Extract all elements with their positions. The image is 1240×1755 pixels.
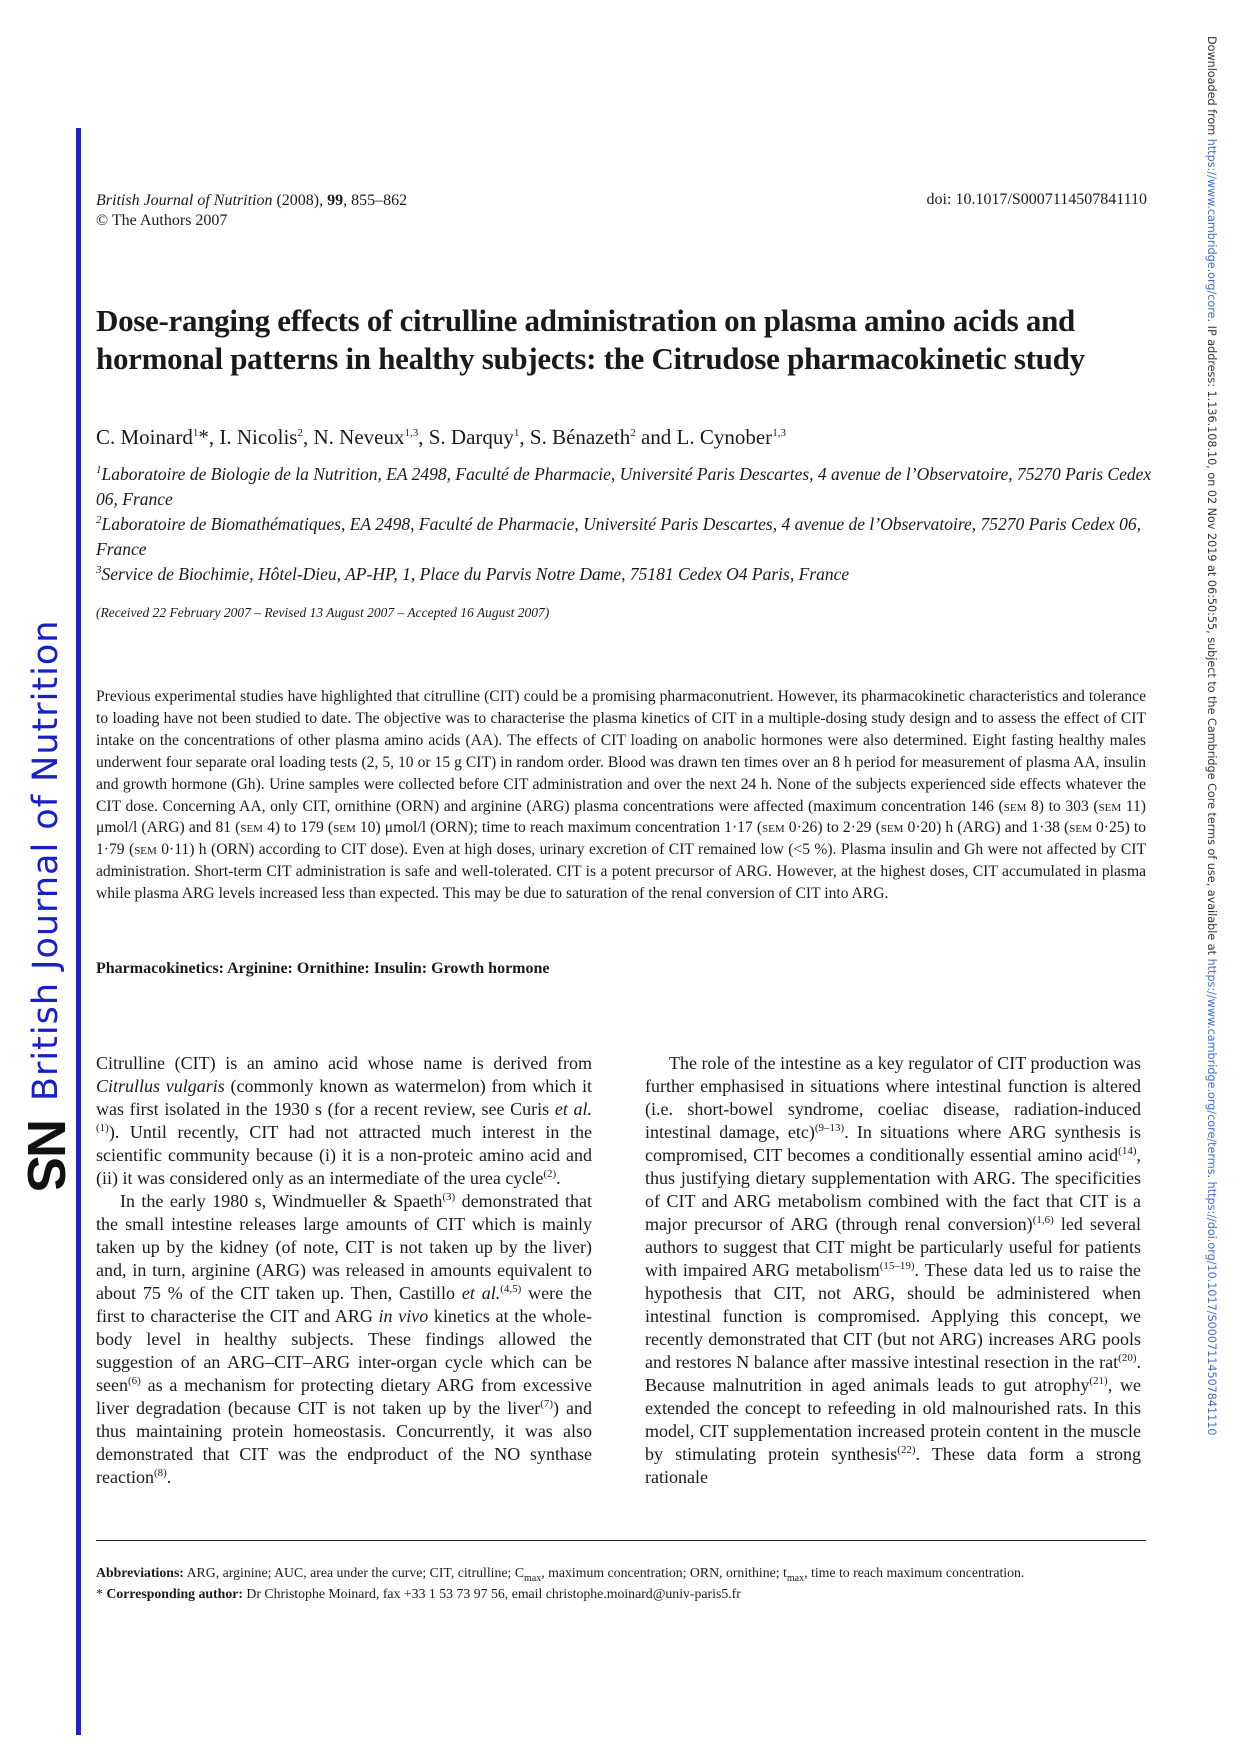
journal-title: British Journal of Nutrition — [96, 192, 273, 209]
doi: doi: 10.1017/S0007114507841110 — [926, 191, 1147, 208]
author-list: C. Moinard$^1$*, I. Nicolis$^2$, N. Neveux$^{1,3}$, S. Darquy$^1$, S. Bénazeth$^2$ and L. Cynober$^{1,3}$ — [96, 425, 786, 449]
volume: 99 — [327, 192, 344, 209]
paragraph: The role of the intestine as a key regulator of CIT production was further emphasised in situations where intestinal function is altered (i.e. short-bowel syndrome, coeliac disease, radiation-induced intestinal damage, etc)$^{(9-13)}$. In situations where ARG synthesis is compromised, CIT becomes a conditionally essential amino acid$^{(14)}$, thus justifying dietary supplementation with ARG. The specificities of CIT and ARG metabolism combined with the fact that CIT is a major precursor of ARG (through renal conversion)$^{(1,6)}$ led several authors to suggest that CIT might be particularly useful for patients with impaired ARG metabolism$^{(15-19)}$. These data led us to raise the hypothesis that CIT, not ARG, should be administered when intestinal function is compromised. Applying this concept, we recently demonstrated that CIT (but not ARG) increases ARG pools and restores N balance after massive intestinal resection in the rat$^{(20)}$. Because malnutrition in aged animals leads to gut atrophy$^{(21)}$, we extended the concept to refeeding in old malnourished rats. In this model, CIT supplementation increased protein content in the muscle by stimulating protein synthesis$^{(22)}$. These data form a strong rationale — [645, 1053, 1141, 1487]
footnotes — [96, 1563, 1146, 1605]
citation-ref[interactable]: (22) — [897, 1444, 916, 1456]
corresponding-author-footnote: * Corresponding author: Dr Christophe Moinard, fax +33 1 53 73 97 56, email christophe.moinard@univ-paris5.fr — [96, 1586, 741, 1601]
download-notice: Downloaded from https://www.cambridge.org/core. IP address: 1.136.108.10, on 02 Nov 2019 at 06:50:55, subject to the Cambridge Core terms of use, available at https://www.cambridge.org/core/terms. https://doi.org/10.1017/S0007114507841110 — [1205, 36, 1218, 1436]
citation-ref[interactable]: (6) — [127, 1375, 141, 1387]
article-title: Dose-ranging effects of citrulline administration on plasma amino acids and hormonal patterns in healthy subjects: the Citrudose pharmacokinetic study — [96, 303, 1085, 376]
citation-ref[interactable]: (3) — [442, 1191, 456, 1203]
citation-ref[interactable]: (8) — [153, 1467, 167, 1479]
citation-ref[interactable]: (1,6) — [1032, 1214, 1054, 1226]
keywords: Pharmacokinetics: Arginine: Ornithine: Insulin: Growth hormone — [96, 960, 550, 977]
citation-ref[interactable]: (14) — [1118, 1145, 1137, 1157]
citation-ref[interactable]: (15–19) — [879, 1260, 915, 1272]
citation-ref[interactable]: (2) — [543, 1168, 557, 1180]
journal-side-brand — [16, 619, 76, 1190]
paragraph: In the early 1980 s, Windmueller & Spaeth$^{(3)}$ demonstrated that the small intestine releases large amounts of CIT which is mainly taken up by the kidney (of note, CIT is not taken up by the liver) and, in turn, arginine (ARG) was released in amounts equivalent to about 75 % of the CIT taken up. Then, Castillo et al.$^{(4,5)}$ were the first to characterise the CIT and ARG in vivo kinetics at the whole-body level in healthy subjects. These findings allowed the suggestion of an ARG–CIT–ARG inter-organ cycle which can be seen$^{(6)}$ as a mechanism for protecting dietary ARG from excessive liver degradation (because CIT is not taken up by the liver$^{(7)}$) and thus maintaining protein homeostasis. Concurrently, it was also demonstrated that CIT was the endproduct of the NO synthase reaction$^{(8)}$. — [96, 1191, 592, 1487]
ns-logo: NS — [16, 1118, 76, 1190]
citation-ref[interactable]: (9–13) — [814, 1122, 845, 1134]
abstract: Previous experimental studies have highlighted that citrulline (CIT) could be a promising pharmaconutrient. However, its pharmacokinetic characteristics and tolerance to loading have not been studied to date. The objective was to characterise the plasma kinetics of CIT in a multiple-dosing study design and to assess the effect of CIT intake on the concentrations of other plasma amino acids (AA). The effects of CIT loading on anabolic hormones were also determined. Eight fasting healthy males underwent four separate oral loading tests (2, 5, 10 or 15 g CIT) in random order. Blood was drawn ten times over an 8 h period for measurement of plasma AA, insulin and growth hormone (Gh). Urine samples were collected before CIT administration and over the next 24 h. None of the subjects experienced side effects whatever the CIT dose. Concerning AA, only CIT, ornithine (ORN) and arginine (ARG) plasma concentrations were affected (maximum concentration 146 (sem 8) to 303 (sem 11) μmol/l (ARG) and 81 (sem 4) to 179 (sem 10) μmol/l (ORN); time to reach maximum concentration 1·17 (sem 0·26) to 2·29 (sem 0·20) h (ARG) and 1·38 (sem 0·25) to 1·79 (sem 0·11) h (ORN) according to CIT dose). Even at high doses, urinary excretion of CIT remained low (<5 %). Plasma insulin and Gh were not affected by CIT administration. Short-term CIT administration is safe and well-tolerated. CIT is a potent precursor of ARG. However, at the highest doses, CIT accumulated in plasma while plasma ARG levels increased less than expected. This may be due to saturation of the renal conversion of CIT into ARG. — [96, 688, 1147, 903]
citation-ref[interactable]: (4,5) — [500, 1283, 522, 1295]
affiliation: $^1$Laboratoire de Biologie de la Nutrition, EA 2498, Faculté de Pharmacie, Université Paris Descartes, 4 avenue de l’Observatoire, 75270 Paris Cedex 06, France — [96, 464, 1152, 509]
citation-ref[interactable]: (7) — [540, 1398, 554, 1410]
citation-ref[interactable]: (21) — [1089, 1375, 1108, 1387]
paragraph: Citrulline (CIT) is an amino acid whose name is derived from Citrullus vulgaris (commonly known as watermelon) from which it was first isolated in the 1930 s (for a recent review, see Curis et al.$^{(1)}$). Until recently, CIT had not attracted much interest in the scientific community because (i) it is a non-proteic amino acid and (ii) it was considered only as an intermediate of the urea cycle$^{(2)}$. — [96, 1053, 592, 1188]
citation-ref[interactable]: (20) — [1118, 1352, 1137, 1364]
copyright: © The Authors 2007 — [96, 212, 228, 229]
citation-ref[interactable]: (1) — [96, 1122, 109, 1134]
body-column-left — [96, 1052, 592, 1489]
journal-margin-rule — [76, 128, 81, 1735]
affiliation: $^2$Laboratoire de Biomathématiques, EA 2498, Faculté de Pharmacie, Université Paris Descartes, 4 avenue de l’Observatoire, 75270 Paris Cedex 06, France — [96, 514, 1141, 559]
terms-link[interactable]: https://www.cambridge.org/core/terms — [1205, 958, 1218, 1175]
journal-citation: British Journal of Nutrition (2008), 99, 855–862 © The Authors 2007 — [96, 192, 408, 229]
cambridge-core-link[interactable]: https://www.cambridge.org/core — [1205, 138, 1218, 319]
affiliations — [96, 462, 1156, 587]
footnote-divider — [96, 1540, 1146, 1541]
body-column-right — [645, 1052, 1141, 1489]
journal-side-name: British Journal of Nutrition — [26, 619, 66, 1101]
affiliation: $^3$Service de Biochimie, Hôtel-Dieu, AP-HP, 1, Place du Parvis Notre Dame, 75181 Cedex O4 Paris, France — [96, 564, 850, 584]
doi-side-link[interactable]: https://doi.org/10.1017/S0007114507841110 — [1205, 1181, 1218, 1436]
abbreviations-footnote: Abbreviations: ARG, arginine; AUC, area under the curve; CIT, citrulline; $C_{max}$, maximum concentration; ORN, ornithine; $t_{max}$, time to reach maximum concentration. — [96, 1565, 1025, 1584]
received-dates: (Received 22 February 2007 – Revised 13 August 2007 – Accepted 16 August 2007) — [96, 605, 550, 620]
